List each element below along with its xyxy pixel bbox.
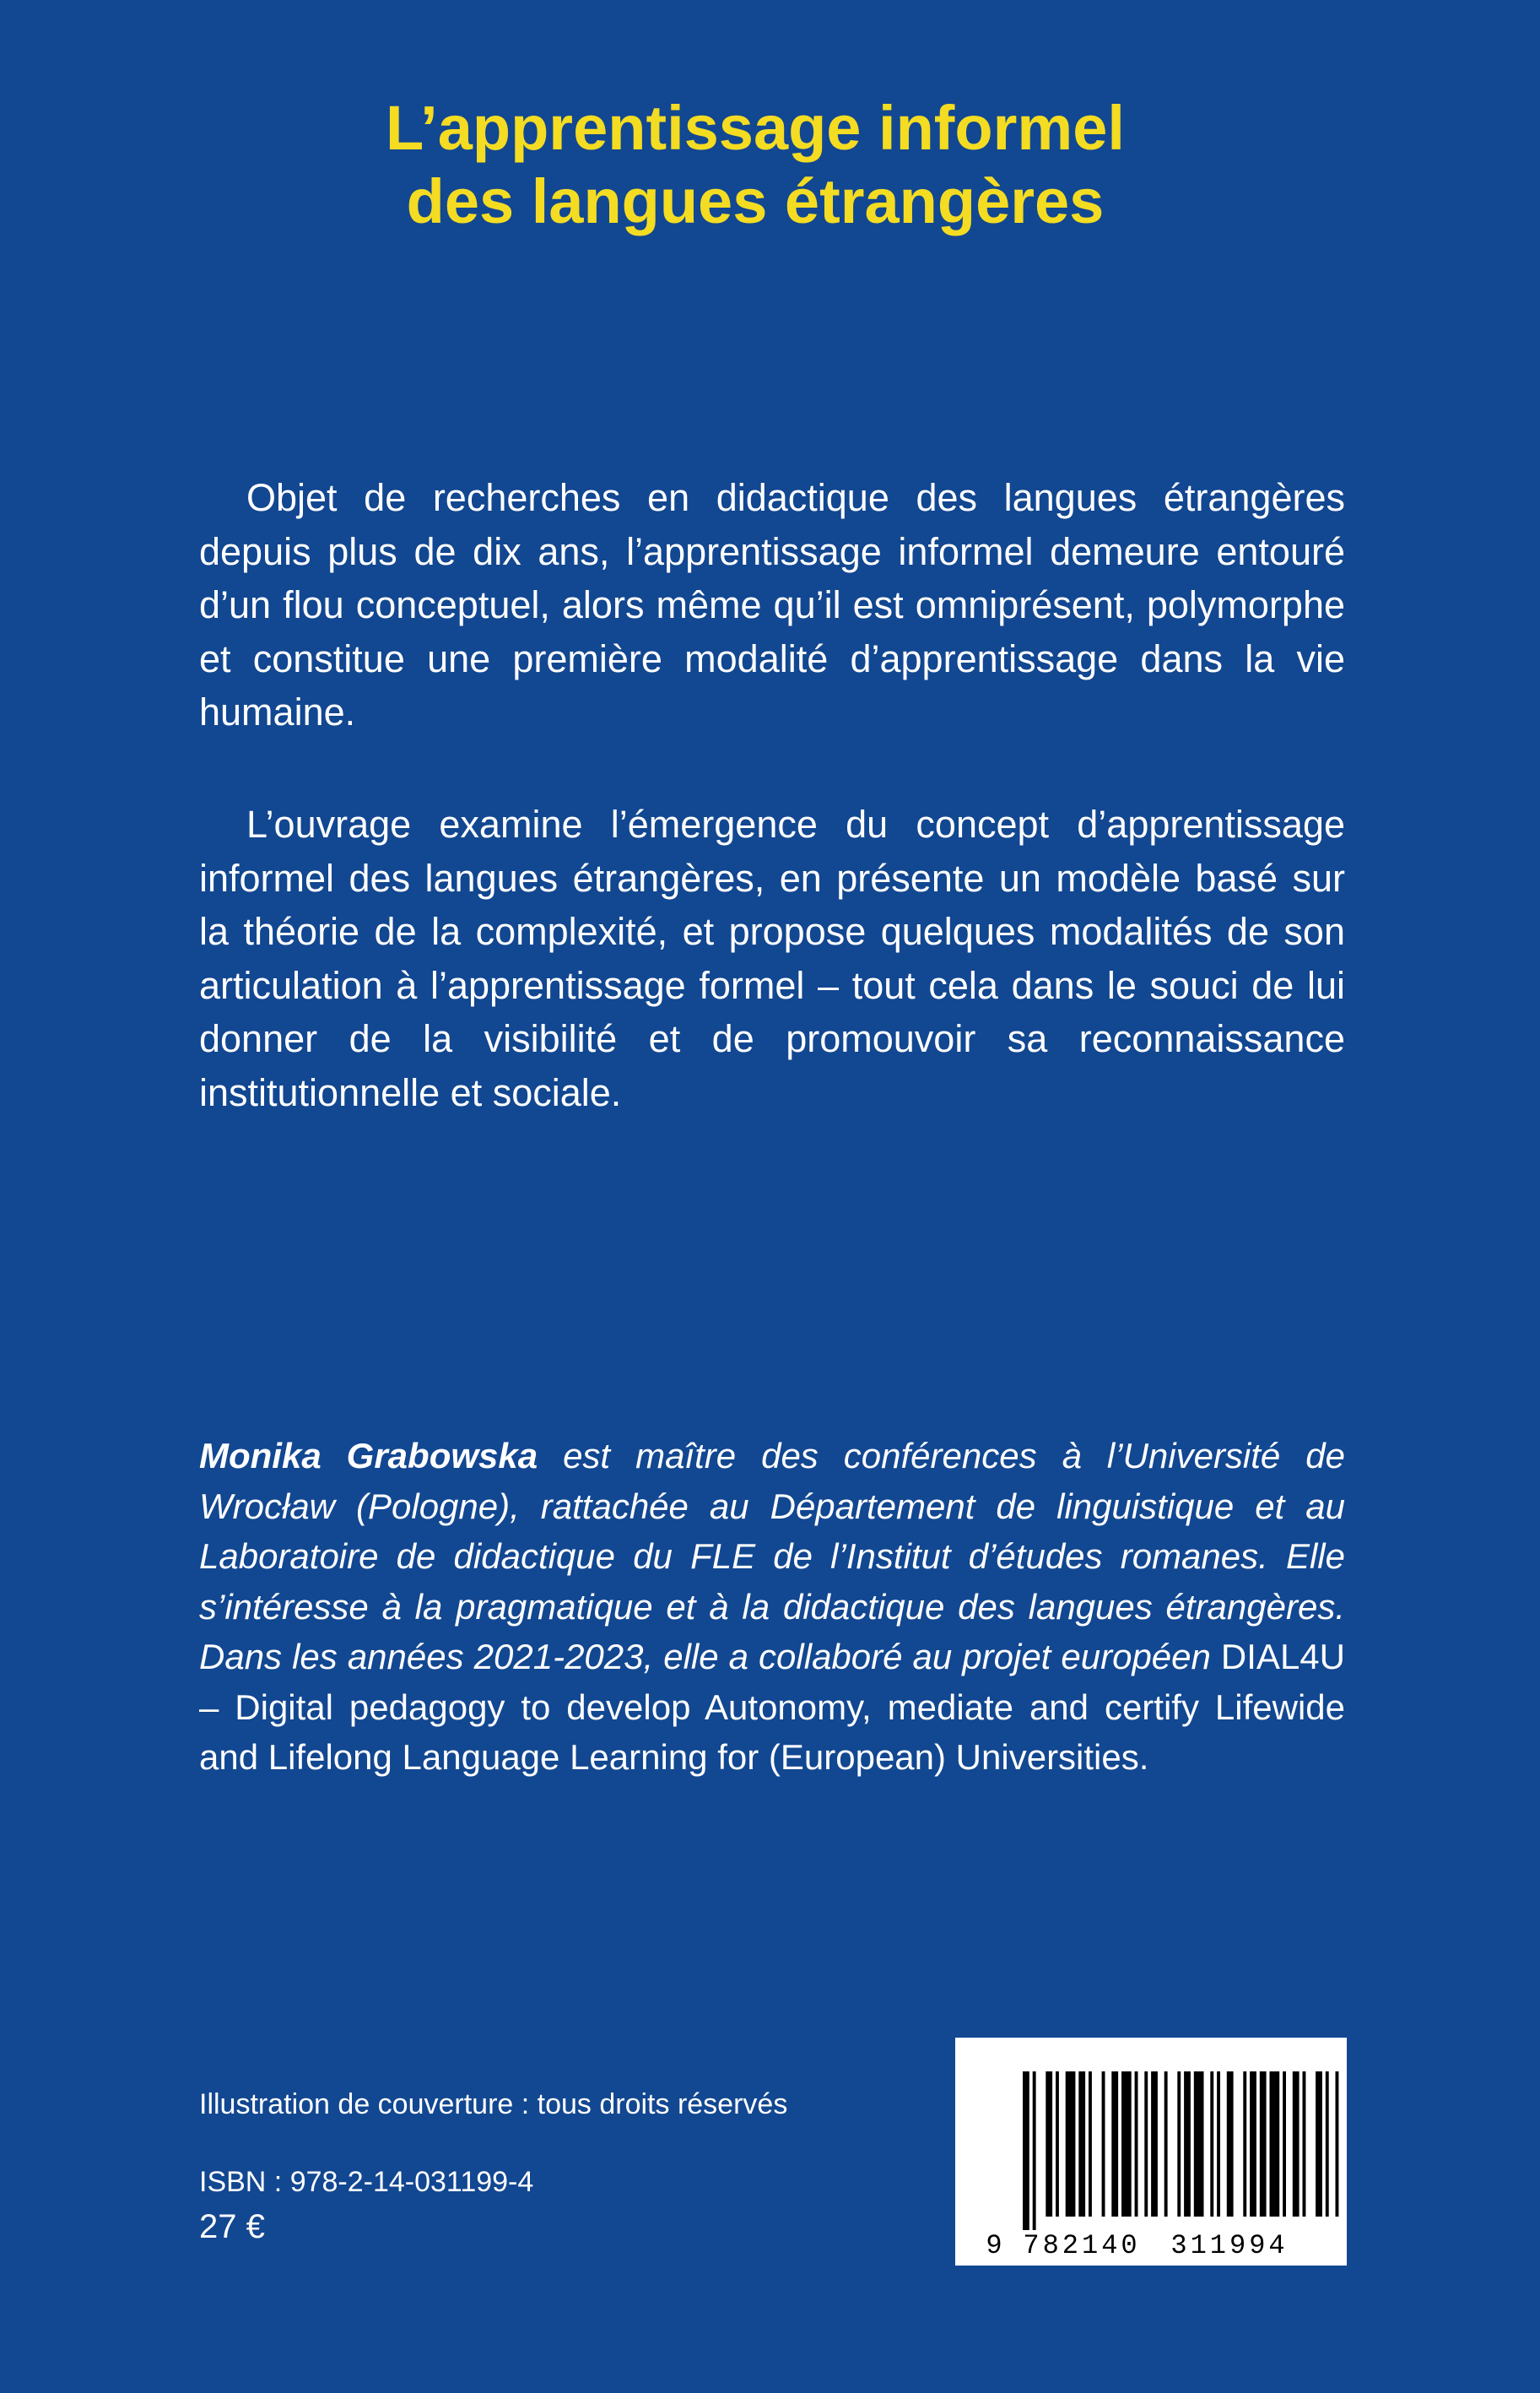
price: 27 € xyxy=(199,2208,265,2245)
barcode-bar xyxy=(1164,2071,1168,2217)
description-paragraph-2: L’ouvrage examine l’émergence du concept d’apprentissage informel des langues étrangères, en présente un modèle basé sur la théorie de la complexité, et propose quelques modalités de son articulation à l’apprentissage formel – tout cela dans le souci de lui donner de la visibilité et de promouvoir sa reconnaissance institutionnelle et sociale. xyxy=(199,803,1345,1114)
title-line-1: L’apprentissage informel xyxy=(386,93,1125,163)
book-title xyxy=(0,91,1510,238)
barcode-bar xyxy=(1194,2071,1204,2217)
barcode-bar xyxy=(1316,2071,1322,2217)
author-bio-regular: DIAL4U – Digital pedagogy to develop Autonomy, mediate and certify Lifewide and Lifelong Language Learning for (European) Universities. xyxy=(199,1637,1345,1777)
barcode-right-digits: 311994 xyxy=(1170,2230,1289,2261)
barcode-bar xyxy=(1217,2071,1220,2217)
barcode-bar xyxy=(1033,2071,1036,2230)
barcode-bar xyxy=(1135,2071,1138,2217)
barcode-bar xyxy=(1336,2071,1339,2217)
barcode-left-digits: 782140 xyxy=(1023,2230,1141,2261)
title-line-2: des langues étrangères xyxy=(406,166,1105,236)
barcode-graphic xyxy=(955,2038,1347,2266)
barcode-bar xyxy=(1250,2071,1256,2217)
barcode-bar xyxy=(1243,2071,1246,2217)
author-bio xyxy=(199,1431,1345,1783)
barcode-bar xyxy=(1102,2071,1105,2217)
barcode-bar xyxy=(1177,2071,1181,2217)
barcode-bar xyxy=(1260,2071,1267,2217)
barcode-bar xyxy=(1151,2071,1158,2217)
barcode-bar xyxy=(1056,2071,1059,2217)
barcode-bars xyxy=(1023,2071,1338,2230)
cover-illustration-credit: Illustration de couverture : tous droits réservés xyxy=(199,2088,788,2120)
barcode xyxy=(955,2038,1347,2266)
barcode-bar xyxy=(1303,2071,1306,2217)
barcode-bar xyxy=(1227,2071,1234,2217)
barcode-bar xyxy=(1144,2071,1148,2217)
barcode-bar xyxy=(1184,2071,1191,2217)
barcode-bar xyxy=(1078,2071,1085,2217)
barcode-bar xyxy=(1111,2071,1118,2217)
author-bio-italic: est maître des conférences à l’Université de Wrocław (Pologne), rattachée au Département de linguistique et au Laboratoire de didactique du FLE de l’Institut d’études romanes. Elle s’intéresse à la pragmatique et à la didactique des langues étrangères. Dans les années 2021-2023, elle a collaboré au projet européen xyxy=(199,1436,1345,1676)
barcode-first-digit: 9 xyxy=(986,2230,1002,2261)
barcode-bar xyxy=(1293,2071,1300,2217)
barcode-bar xyxy=(1023,2071,1029,2230)
barcode-bar xyxy=(1326,2071,1329,2217)
isbn: ISBN : 978-2-14-031199-4 xyxy=(199,2166,534,2198)
barcode-bar xyxy=(1089,2071,1092,2217)
barcode-bar xyxy=(1046,2071,1052,2217)
barcode-bar xyxy=(1270,2071,1280,2217)
barcode-bar xyxy=(1066,2071,1076,2217)
barcode-bar xyxy=(1121,2071,1132,2217)
description-paragraph-1: Objet de recherches en didactique des langues étrangères depuis plus de dix ans, l’apprentissage informel demeure entouré d’un flou conceptuel, alors même qu’il est omniprésent, polymorphe et constitue une première modalité d’apprentissage dans la vie humaine. xyxy=(199,476,1345,734)
barcode-bar xyxy=(1210,2071,1213,2217)
author-name: Monika Grabowska xyxy=(199,1436,538,1475)
barcode-bar xyxy=(1283,2071,1286,2217)
